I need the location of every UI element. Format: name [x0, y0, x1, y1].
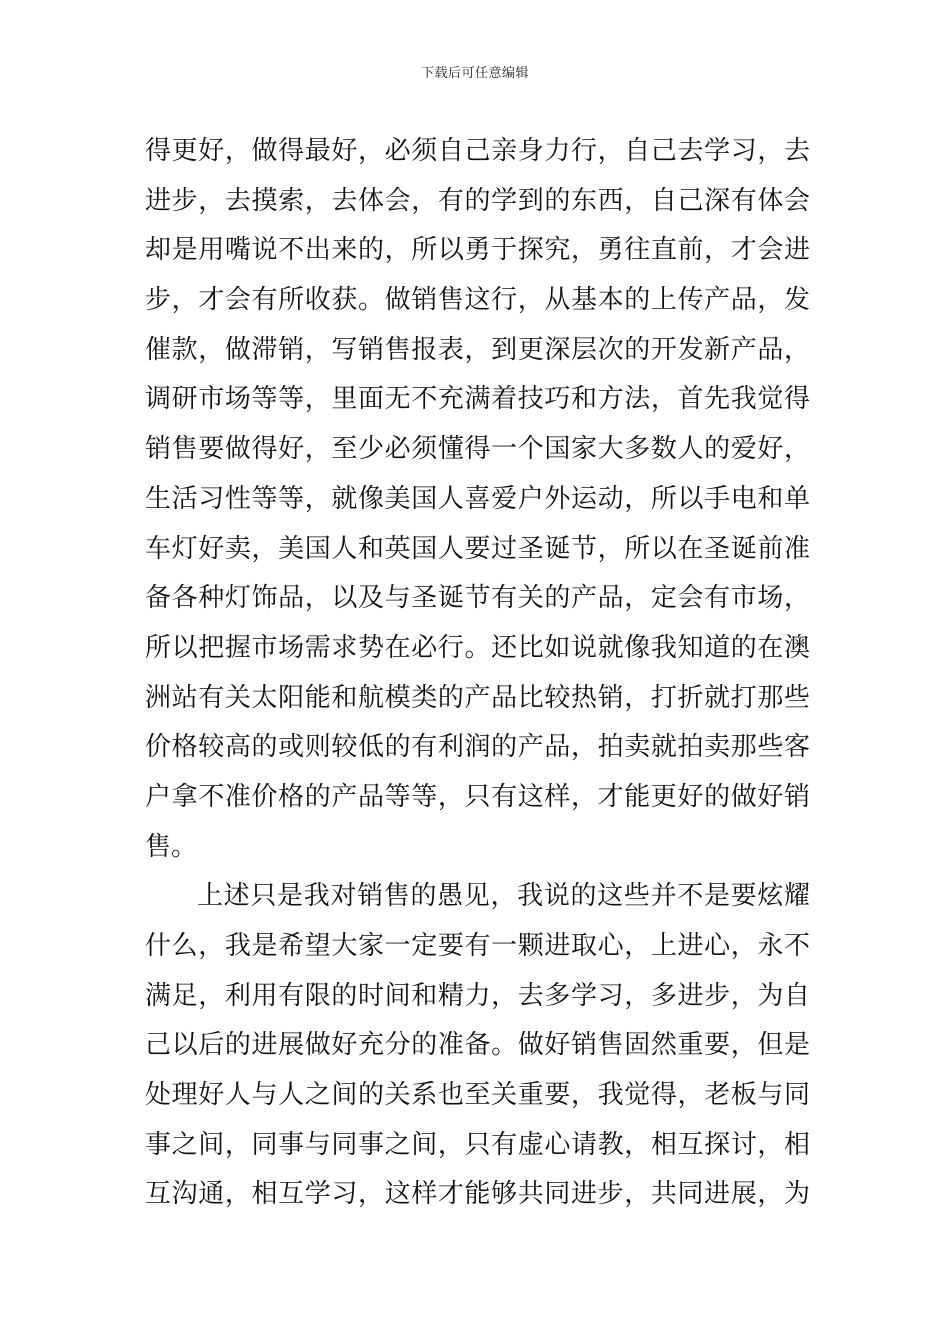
paragraph-1 [145, 127, 810, 872]
page-header: 下载后可任意编辑 [420, 66, 529, 81]
text-line: 上述只是我对销售的愚见，我说的这些并不是要炫耀 [197, 881, 810, 912]
text-line: 销售要做得好，至少必须懂得一个国家大多数人的爱好， [145, 434, 810, 465]
text-line: 步，才会有所收获。做销售这行，从基本的上传产品，发 [145, 285, 810, 316]
text-line: 己以后的进展做好充分的准备。做好销售固然重要，但是 [145, 1030, 810, 1061]
text-line: 进步，去摸索，去体会，有的学到的东西，自己深有体会 [145, 185, 810, 216]
text-line: 价格较高的或则较低的有利润的产品，拍卖就拍卖那些客 [145, 732, 810, 763]
text-line: 什么，我是希望大家一定要有一颗进取心，上进心，永不 [145, 931, 810, 961]
text-line: 售。 [145, 831, 198, 862]
text-line: 互沟通，相互学习，这样才能够共同进步，共同进展，为 [145, 1179, 810, 1210]
text-line: 处理好人与人之间的关系也至关重要，我觉得，老板与同 [145, 1080, 810, 1111]
text-line: 车灯好卖，美国人和英国人要过圣诞节，所以在圣诞前准 [145, 533, 810, 564]
paragraph-2 [145, 872, 810, 1220]
text-line: 户拿不准价格的产品等等，只有这样，才能更好的做好销 [145, 781, 810, 812]
text-line: 却是用嘴说不出来的，所以勇于探究，勇往直前，才会进 [145, 235, 810, 266]
text-line: 备各种灯饰品，以及与圣诞节有关的产品，定会有市场， [145, 583, 810, 614]
text-line: 洲站有关太阳能和航模类的产品比较热销，打折就打那些 [145, 682, 810, 713]
text-line: 所以把握市场需求势在必行。还比如说就像我知道的在澳 [145, 632, 810, 663]
text-line: 得更好，做得最好，必须自己亲身力行，自己去学习，去 [145, 136, 810, 166]
text-line: 生活习性等等，就像美国人喜爱户外运动，所以手电和单 [145, 483, 810, 514]
text-line: 满足，利用有限的时间和精力，去多学习，多进步，为自 [145, 980, 810, 1011]
text-line: 调研市场等等，里面无不充满着技巧和方法，首先我觉得 [145, 384, 810, 415]
text-line: 催款，做滞销，写销售报表，到更深层次的开发新产品， [145, 334, 810, 365]
text-line: 事之间，同事与同事之间，只有虚心请教，相互探讨，相 [145, 1129, 810, 1160]
document-body [145, 127, 810, 1220]
